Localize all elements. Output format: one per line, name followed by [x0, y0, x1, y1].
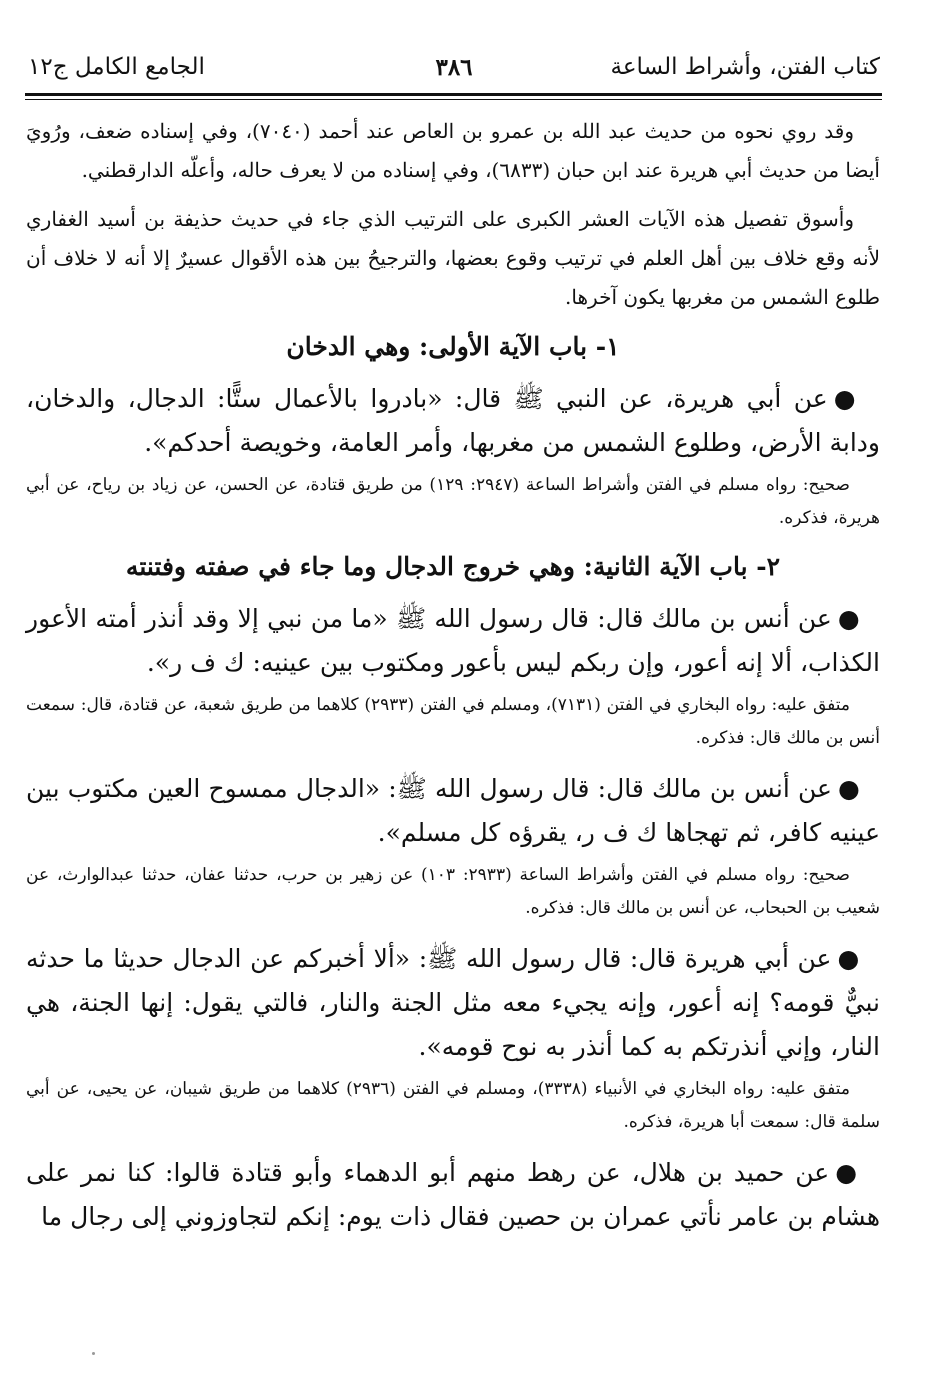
book-title: كتاب الفتن، وأشراط الساعة: [610, 54, 880, 80]
hadith-text: [26, 377, 880, 465]
bullet-icon: ●: [837, 604, 860, 633]
takhrij-note: صحيح: رواه مسلم في الفتن وأشراط الساعة (٢٩٣٣: ١٠٣) عن زهير بن حرب، حدثنا عفان، حدثنا عبدالوارث، عن شعيب بن الحبحاب، عن أنس بن مالك قال: فذكره.: [26, 865, 880, 918]
bullet-icon: ●: [835, 1158, 860, 1187]
hadith-body: عن أبي هريرة، عن النبي ﷺ قال: «بادروا بالأعمال ستًّا: الدجال، والدخان، ودابة الأرض، وطلوع الشمس من مغربها، وأمر العامة، وخويصة أحدكم».: [26, 384, 880, 457]
running-header: [28, 54, 880, 96]
hadith-text: [26, 767, 880, 855]
hadith-text: [26, 937, 880, 1069]
intro-paragraph-2: وأسوق تفصيل هذه الآيات العشر الكبرى على الترتيب الذي جاء في حديث حذيفة بن أسيد الغفاري لأنه وقع خلاف بين أهل العلم في ترتيب وقوع بعضها، والترجيحُ بين هذه الأقوال عسيرٌ إلا أنه لا خلاف أن طلوع الشمس من مغربها يكون آخرها.: [26, 207, 880, 309]
hadith-body: عن أنس بن مالك قال: قال رسول الله ﷺ «ما من نبي إلا وقد أنذر أمته الأعور الكذاب، ألا إنه أعور، وإن ربكم ليس بأعور ومكتوب بين عينيه: ك ف ر».: [26, 604, 880, 677]
hadith-text: [26, 597, 880, 685]
bullet-icon: ●: [833, 384, 860, 413]
takhrij-note: متفق عليه: رواه البخاري في الفتن (٧١٣١)، ومسلم في الفتن (٢٩٣٣) كلاهما من طريق شعبة، عن قتادة، قال: سمعت أنس بن مالك قال: فذكره.: [26, 695, 880, 748]
takhrij-note: متفق عليه: رواه البخاري في الأنبياء (٣٣٣٨)، ومسلم في الفتن (٢٩٣٦) كلاهما من طريق شيبان، عن يحيى، عن أبي سلمة قال: سمعت أبا هريرة، فذكره.: [26, 1079, 880, 1132]
section-heading-1: ١- باب الآية الأولى: وهي الدخان: [286, 332, 620, 361]
page-body: [26, 112, 880, 1243]
scan-speck: [92, 1352, 95, 1355]
intro-paragraph-1: وقد روي نحوه من حديث عبد الله بن عمرو بن العاص عند أحمد (٧٠٤٠)، وفي إسناده ضعف، ورُويَ أيضا من حديث أبي هريرة عند ابن حبان (٦٨٣٣)، وفي إسناده من لا يعرف حاله، وأعلّه الدارقطني.: [26, 119, 880, 182]
section-heading-2: ٢- باب الآية الثانية: وهي خروج الدجال وما جاء في صفته وفتنته: [125, 552, 781, 581]
series-title: الجامع الكامل ج١٢: [28, 54, 205, 80]
header-rule-thick: [25, 93, 882, 96]
hadith-body: عن أنس بن مالك قال: قال رسول الله ﷺ: «الدجال ممسوح العين مكتوب بين عينيه كافر، ثم تهجاها ك ف ر، يقرؤه كل مسلم».: [26, 774, 880, 847]
hadith-body: عن حميد بن هلال، عن رهط منهم أبو الدهماء وأبو قتادة قالوا: كنا نمر على هشام بن عامر نأتي عمران بن حصين فقال ذات يوم: إنكم لتجاوزوني إلى رجال ما: [26, 1158, 880, 1231]
hadith-text: [26, 1151, 880, 1239]
bullet-icon: ●: [837, 944, 860, 973]
hadith-body: عن أبي هريرة قال: قال رسول الله ﷺ: «ألا أخبركم عن الدجال حديثا ما حدثه نبيٌّ قومه؟ إنه أعور، وإنه يجيء معه مثل الجنة والنار، فالتي يقول: إنها الجنة، هي النار، وإني أنذرتكم به كما أنذر به نوح قومه».: [26, 944, 880, 1061]
bullet-icon: ●: [837, 774, 861, 803]
header-rule-thin: [25, 99, 882, 100]
takhrij-note: صحيح: رواه مسلم في الفتن وأشراط الساعة (٢٩٤٧: ١٢٩) من طريق قتادة، عن الحسن، عن زياد بن رياح، عن أبي هريرة، فذكره.: [26, 475, 880, 528]
page-number: ٣٨٦: [435, 54, 473, 81]
